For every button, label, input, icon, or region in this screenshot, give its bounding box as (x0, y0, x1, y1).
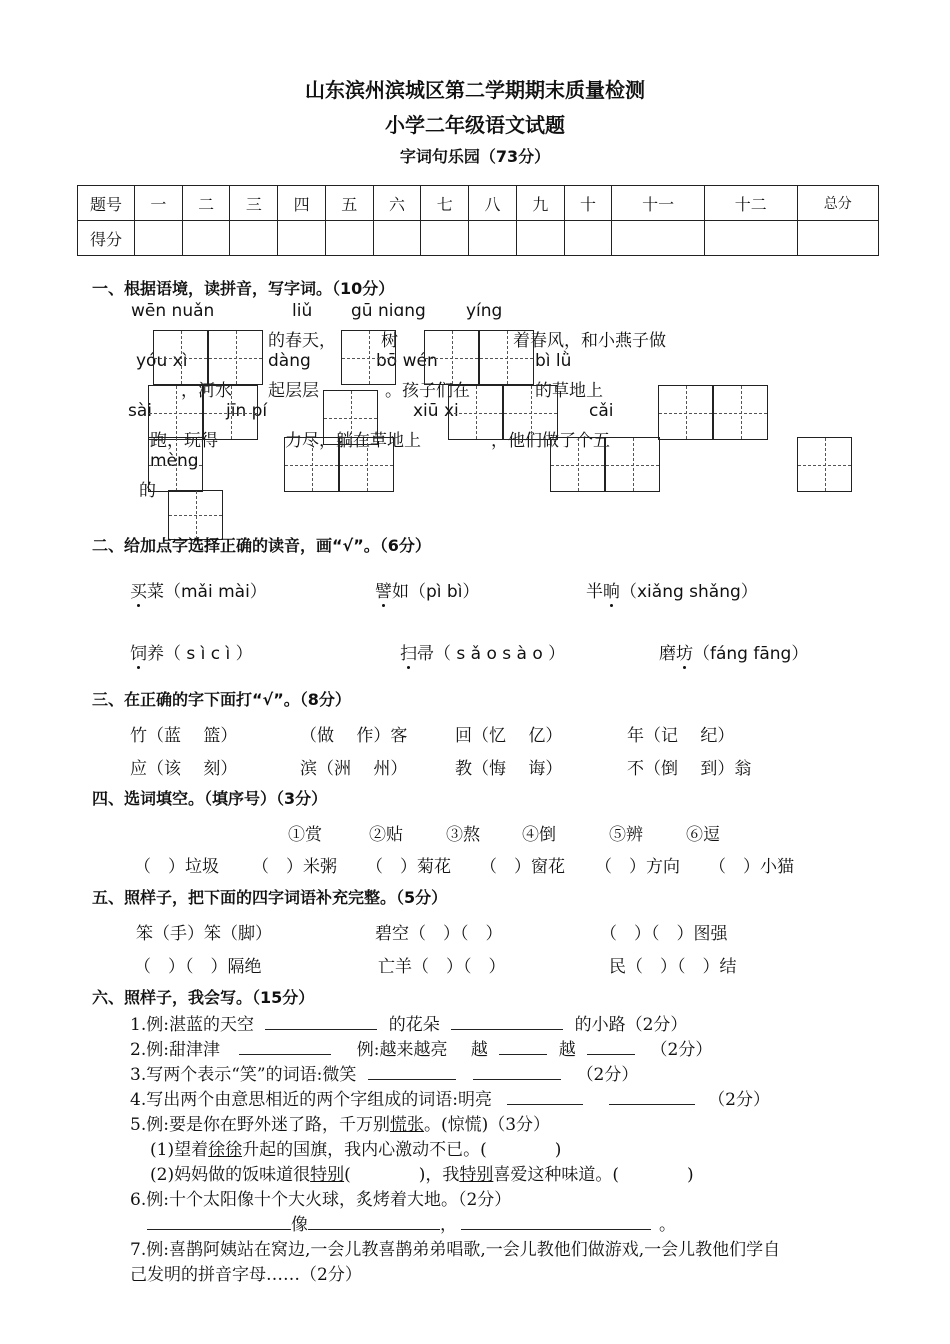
table-cell: 十 (564, 186, 612, 221)
pinyin: bì lǜ (535, 351, 572, 371)
table-cell: 总分 (797, 186, 878, 221)
idiom-item[interactable]: 碧空（ ）（ ） (375, 924, 503, 944)
item-options: 养（ s ì c ì ） (147, 644, 253, 664)
exercise-line-5-2[interactable] (150, 1160, 694, 1185)
item-prefix: 磨 (659, 644, 676, 664)
answer-blank[interactable] (451, 1015, 563, 1030)
word-option: ④倒 (522, 825, 556, 845)
idiom-item[interactable]: （ ）（ ）隔绝 (134, 957, 262, 977)
score-cell[interactable] (612, 221, 705, 256)
table-cell: 一 (135, 186, 183, 221)
pinyin: gū niɑng (351, 301, 426, 321)
pinyin: bō wén (376, 351, 438, 371)
dotted-char: 饲 (130, 644, 147, 664)
sentence-text: 树 (381, 331, 398, 351)
pinyin: xiū xi (413, 401, 459, 421)
score-cell[interactable] (230, 221, 278, 256)
answer-blank[interactable] (609, 1090, 695, 1105)
dotted-char: 买 (130, 582, 147, 602)
sentence-text: 的草地上 (535, 381, 603, 401)
line-text: 。(惊慌)（3分） (423, 1115, 551, 1135)
line-text: 越 (558, 1040, 576, 1060)
score-table-score-row (78, 221, 879, 256)
score-cell[interactable] (797, 221, 878, 256)
fill-blank[interactable]: （ ）窗花 (480, 857, 565, 877)
item-prefix: 半 (586, 582, 603, 602)
sentence-text: 跑，玩得 (150, 431, 218, 451)
line-text: 例:越来越亮 (356, 1040, 448, 1060)
tianzige-box[interactable] (448, 385, 503, 440)
exercise-line-5-1[interactable] (150, 1135, 561, 1160)
char-choice[interactable]: 回（忆 亿） (455, 726, 563, 746)
sentence-text: 力尽，躺在草地上 (285, 431, 421, 451)
tianzige-box[interactable] (713, 385, 768, 440)
table-cell: 二 (182, 186, 230, 221)
score-cell[interactable] (325, 221, 373, 256)
score-cell[interactable] (564, 221, 612, 256)
score-cell[interactable] (421, 221, 469, 256)
answer-blank[interactable] (499, 1040, 547, 1055)
underlined-word: 徐徐 (208, 1140, 243, 1160)
fill-blank[interactable]: （ ）小猫 (709, 857, 794, 877)
table-cell: 七 (421, 186, 469, 221)
answer-blank[interactable] (473, 1065, 561, 1080)
score-table (77, 185, 879, 256)
score-cell[interactable] (704, 221, 797, 256)
underlined-word: 特别 (459, 1165, 494, 1185)
pronunciation-item[interactable] (130, 639, 253, 664)
tianzige-box[interactable] (797, 437, 852, 492)
score-cell[interactable] (278, 221, 326, 256)
table-cell: 六 (373, 186, 421, 221)
tianzige-box[interactable] (550, 437, 605, 492)
tianzige-box[interactable] (148, 385, 203, 440)
char-choice[interactable]: 不（倒 到）翁 (627, 759, 752, 779)
pinyin: sài (128, 401, 152, 421)
exercise-line-5 (130, 1110, 550, 1135)
item-options: 菜（mǎi mài） (147, 582, 267, 602)
exercise-line-7-cont: 己发明的拼音字母……（2分） (130, 1265, 362, 1285)
dotted-char: 坊 (676, 644, 693, 664)
item-options: （fáng fāng） (693, 644, 809, 664)
tianzige-box[interactable] (284, 437, 339, 492)
char-choice[interactable]: 年（记 纪） (627, 726, 735, 746)
exercise-line-4 (130, 1085, 770, 1110)
answer-blank[interactable] (239, 1040, 331, 1055)
answer-blank[interactable] (147, 1215, 291, 1230)
pronunciation-item[interactable] (659, 639, 808, 664)
line-text: ， (440, 1215, 457, 1235)
tianzige-box[interactable] (503, 385, 558, 440)
fill-blank[interactable]: （ ）方向 (595, 857, 680, 877)
sentence-text: ，河水 (181, 381, 232, 401)
score-cell[interactable] (135, 221, 183, 256)
char-choice[interactable]: （做 作）客 (300, 726, 408, 746)
pinyin: yíng (466, 301, 503, 321)
exercise-line-7: 7.例:喜鹊阿姨站在窝边,一会儿教喜鹊弟弟唱歌,一会儿教他们做游戏,一会儿教他们学自 (130, 1240, 781, 1260)
word-option: ⑥逗 (686, 825, 720, 845)
idiom-item: 笨（手）笨（脚） (136, 924, 272, 944)
tianzige-box[interactable] (605, 437, 660, 492)
line-text: (2)妈妈做的饭味道很 (150, 1165, 311, 1185)
table-cell: 九 (516, 186, 564, 221)
sentence-text: ，他们做了个五 (491, 431, 610, 451)
exercise-line-6: 6.例:十个太阳像十个大火球，炙烤着大地。（2分） (130, 1190, 512, 1210)
pinyin: liǔ (292, 301, 313, 321)
table-cell: 得分 (78, 221, 135, 256)
line-text: 。 (659, 1215, 676, 1235)
line-text: 像 (291, 1215, 308, 1235)
answer-blank[interactable] (368, 1065, 456, 1080)
line-text: 的小路（2分） (574, 1015, 688, 1035)
line-text: 5.例:要是你在野外迷了路，千万别 (130, 1115, 390, 1135)
table-cell: 八 (469, 186, 517, 221)
sentence-text: 。孩子们在 (385, 381, 470, 401)
score-cell[interactable] (373, 221, 421, 256)
pinyin: wēn nuǎn (131, 301, 215, 321)
pinyin: yóu xì (136, 351, 188, 371)
char-choice[interactable]: 竹（蓝 篮） (130, 726, 238, 746)
idiom-item[interactable]: 亡羊（ ）（ ） (378, 957, 506, 977)
pronunciation-item[interactable] (375, 577, 479, 602)
idiom-item[interactable]: 民（ ）（ ）结 (609, 957, 737, 977)
tianzige-box[interactable] (208, 330, 263, 385)
char-choice[interactable]: 应（该 刻） (130, 759, 238, 779)
char-choice[interactable]: 滨（洲 州） (300, 759, 408, 779)
underlined-word: 慌张 (389, 1115, 424, 1135)
section-5-heading: 五、照样子，把下面的四字词语补充完整。（5分） (92, 888, 448, 907)
item-options: （xiǎng shǎng） (620, 582, 758, 602)
exam-subtitle: 小学二年级语文试题 (385, 113, 565, 137)
pronunciation-item[interactable] (400, 639, 565, 664)
exercise-line-6-answer (147, 1210, 676, 1235)
score-table-header-row (78, 186, 879, 221)
sentence-text: 的 (139, 481, 156, 501)
section-title: 字词句乐园（73分） (399, 147, 551, 166)
line-text: （2分） (650, 1040, 713, 1060)
dotted-char: 晌 (603, 582, 620, 602)
item-options: 如（pì bì） (392, 582, 480, 602)
score-cell[interactable] (469, 221, 517, 256)
word-option: ①赏 (288, 825, 322, 845)
line-text: ( )，我 (344, 1165, 460, 1185)
dotted-char: 扫 (400, 644, 417, 664)
line-text: (1)望着 (150, 1140, 209, 1160)
tianzige-box[interactable] (148, 437, 203, 492)
fill-blank[interactable]: （ ）菊花 (366, 857, 451, 877)
answer-blank[interactable] (587, 1040, 635, 1055)
line-text: 的花朵 (388, 1015, 440, 1035)
table-cell: 五 (325, 186, 373, 221)
pronunciation-item[interactable] (586, 577, 758, 602)
exercise-line-1 (130, 1010, 687, 1035)
tianzige-box[interactable] (424, 330, 479, 385)
line-text: 1.例:湛蓝的天空 (130, 1015, 254, 1035)
table-cell: 十一 (612, 186, 705, 221)
answer-blank[interactable] (461, 1215, 651, 1230)
pronunciation-item[interactable] (130, 577, 267, 602)
line-text: 2.例:甜津津 (130, 1040, 220, 1060)
exercise-line-2 (130, 1035, 712, 1060)
line-text: 喜爱这种味道。( ) (493, 1165, 694, 1185)
section-2-heading: 二、给加点字选择正确的读音，画“√”。（6分） (92, 536, 431, 555)
pinyin: cǎi (589, 401, 614, 421)
tianzige-box[interactable] (479, 330, 534, 385)
table-cell: 三 (230, 186, 278, 221)
word-option: ②贴 (369, 825, 403, 845)
answer-blank[interactable] (507, 1090, 583, 1105)
idiom-item[interactable]: （ ）（ ）图强 (600, 924, 728, 944)
line-text: 升起的国旗，我内心激动不已。( ) (242, 1140, 562, 1160)
section-6-heading: 六、照样子，我会写。（15分） (92, 988, 315, 1007)
tianzige-box[interactable] (658, 385, 713, 440)
word-option: ③熬 (446, 825, 480, 845)
sentence-text: 着春风，和小燕子做 (513, 331, 666, 351)
sentence-text: 的春天， (268, 331, 336, 351)
pinyin: dàng (268, 351, 311, 371)
tianzige-box[interactable] (153, 330, 208, 385)
char-choice[interactable]: 教（悔 诲） (455, 759, 563, 779)
exam-title: 山东滨州滨城区第二学期期末质量检测 (305, 78, 645, 102)
dotted-char: 譬 (375, 582, 392, 602)
section-1-heading: 一、根据语境，读拼音，写字词。（10分） (92, 279, 395, 298)
answer-blank[interactable] (265, 1015, 377, 1030)
fill-blank[interactable]: （ ）垃圾 (134, 857, 219, 877)
table-cell: 四 (278, 186, 326, 221)
underlined-word: 特别 (310, 1165, 345, 1185)
line-text: 4.写出两个由意思相近的两个字组成的词语:明亮 (130, 1090, 492, 1110)
line-text: 3.写两个表示“笑”的词语:微笑 (130, 1065, 357, 1085)
sentence-text: 起层层 (268, 381, 319, 401)
tianzige-box[interactable] (203, 385, 258, 440)
table-cell: 题号 (78, 186, 135, 221)
line-text: （2分） (576, 1065, 639, 1085)
score-cell[interactable] (516, 221, 564, 256)
exercise-line-3 (130, 1060, 638, 1085)
table-cell: 十二 (704, 186, 797, 221)
section-3-heading: 三、在正确的字下面打“√”。（8分） (92, 690, 351, 709)
tianzige-box[interactable] (341, 330, 396, 385)
line-text: （2分） (708, 1090, 770, 1110)
score-cell[interactable] (182, 221, 230, 256)
line-text: 越 (470, 1040, 488, 1060)
section-4-heading: 四、选词填空。（填序号）（3分） (92, 789, 328, 808)
answer-blank[interactable] (308, 1215, 440, 1230)
tianzige-box[interactable] (339, 437, 394, 492)
item-options: 帚（ s ǎ o s à o ） (417, 644, 566, 664)
pinyin: jīn pí (226, 401, 268, 421)
fill-blank[interactable]: （ ）米粥 (252, 857, 337, 877)
pinyin: mèng (150, 451, 199, 471)
word-option: ⑤辨 (609, 825, 643, 845)
